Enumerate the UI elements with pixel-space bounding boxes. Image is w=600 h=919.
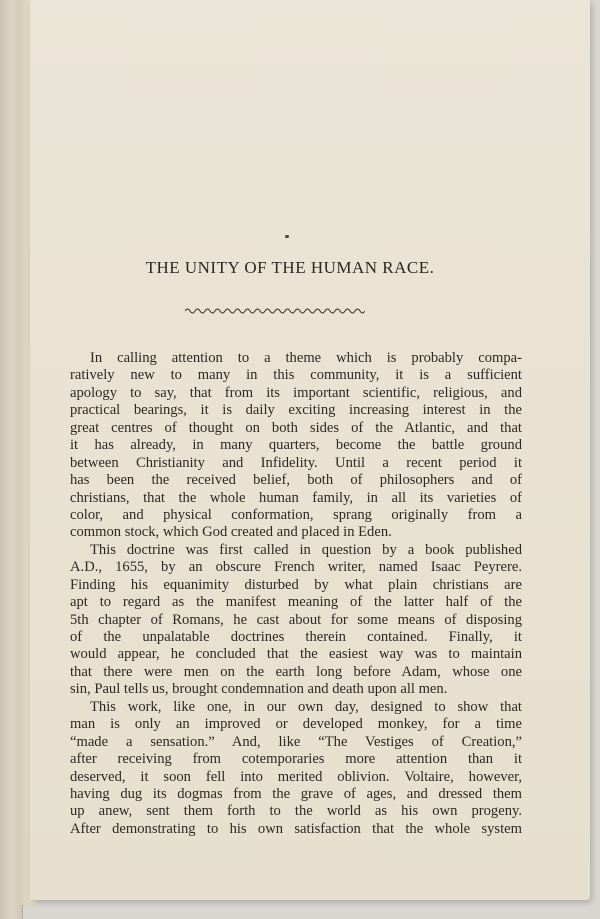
- text-line: practical bearings, it is daily exciting increasing interest in the: [70, 402, 522, 419]
- text-line: that there were men on the earth long before Adam, whose one: [70, 663, 522, 680]
- book-page: [30, 0, 590, 900]
- body-text: [70, 350, 522, 838]
- text-line: This work, like one, in our own day, designed to show that: [90, 698, 522, 715]
- text-line: of the unpalatable doctrines therein contained. Finally, it: [70, 629, 522, 645]
- text-line: would appear, he concluded that the easiest way was to maintain: [70, 646, 522, 663]
- text-line: great centres of thought on both sides of the Atlantic, and that: [70, 419, 522, 436]
- text-line: up anew, sent them forth to the world as his own progeny.: [70, 803, 522, 820]
- text-line: This doctrine was first called in question by a book published: [90, 541, 522, 558]
- text-line: Finding his equanimity disturbed by what plain christians are: [70, 576, 522, 593]
- text-line: man is only an improved or developed monkey, for a time: [70, 716, 522, 733]
- text-line: After demonstrating to his own satisfaction that the whole system: [70, 820, 522, 837]
- wavy-rule-ornament: [185, 306, 365, 316]
- text-line: “made a sensation.” And, like “The Vestiges of Creation,”: [70, 733, 522, 750]
- text-line: deserved, it soon fell into merited oblivion. Voltaire, however,: [70, 768, 522, 785]
- text-line: ratively new to many in this community, it is a sufficient: [70, 367, 522, 384]
- text-line: 5th chapter of Romans, he cast about for some means of disposing: [70, 611, 522, 628]
- text-line: In calling attention to a theme which is probably compa-: [90, 350, 522, 366]
- page-title: THE UNITY OF THE HUMAN RACE.: [145, 258, 435, 277]
- text-line: A.D., 1655, by an obscure French writer, named Isaac Peyrere.: [70, 559, 522, 576]
- text-line: it has already, in many quarters, become the battle ground: [70, 437, 522, 454]
- text-line: color, and physical conformation, sprang originally from a: [70, 506, 522, 523]
- text-line: sin, Paul tells us, brought condemnation and death upon all men.: [70, 681, 448, 698]
- text-line: apology to say, that from its important scientific, religious, and: [70, 384, 522, 401]
- text-line: between Christianity and Infidelity. Until a recent period it: [70, 454, 522, 471]
- text-line: has been the received belief, both of philosophers and of: [70, 472, 522, 489]
- text-line: having dug its dogmas from the grave of ages, and dressed them: [70, 785, 522, 802]
- text-line: after receiving from cotemporaries more attention than it: [70, 751, 522, 768]
- text-line: apt to regard as the manifest meaning of the latter half of the: [70, 594, 522, 611]
- text-line: common stock, which God created and placed in Eden.: [70, 524, 392, 541]
- text-line: christians, that the whole human family, in all its varieties of: [70, 489, 522, 506]
- ink-speck: [285, 235, 289, 238]
